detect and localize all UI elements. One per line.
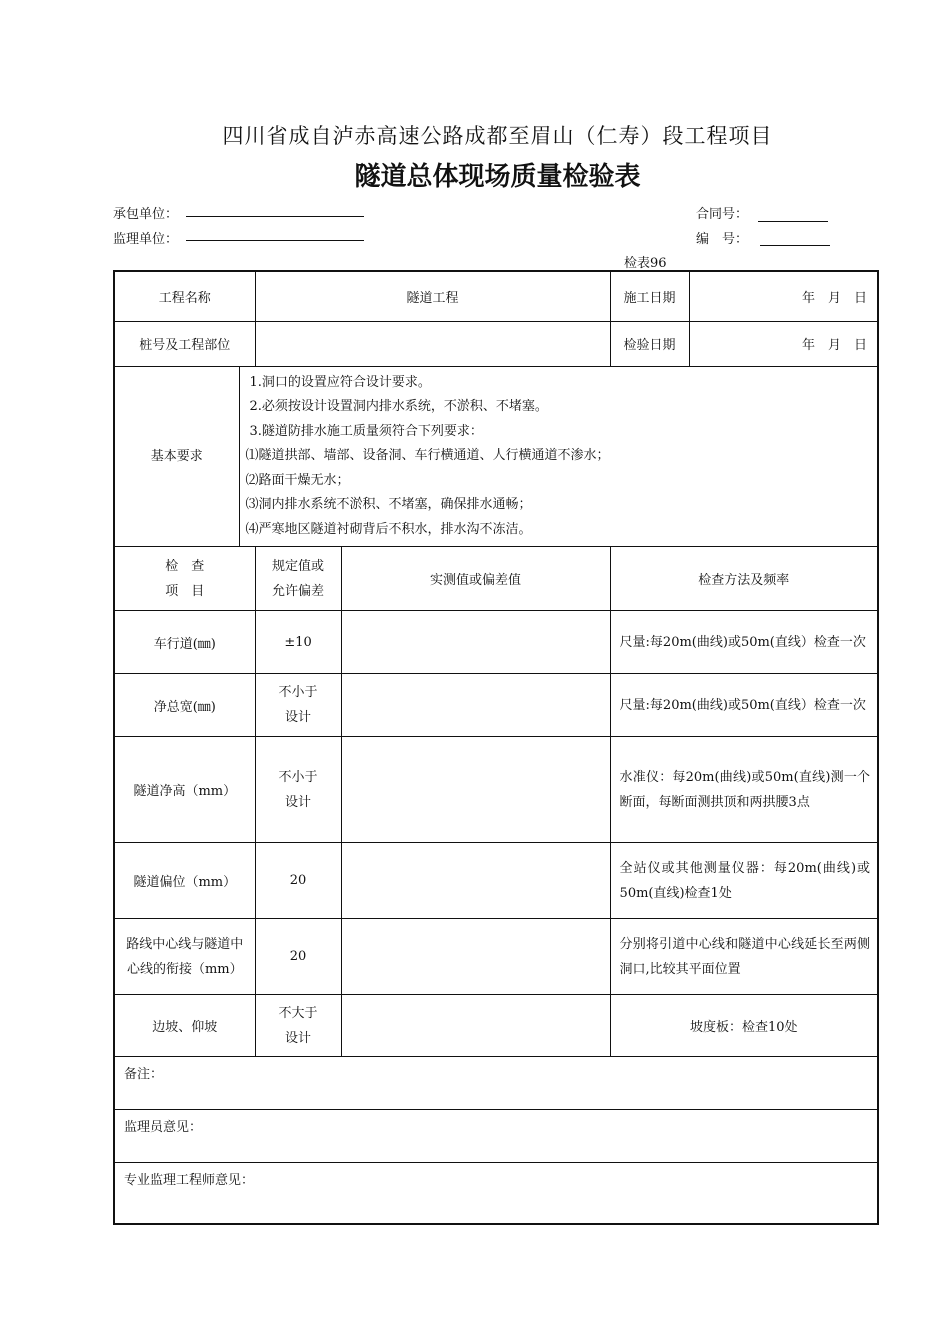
header-item: 检 查 项 目 bbox=[114, 547, 255, 611]
inspection-table bbox=[113, 270, 879, 1225]
row-item: 隧道净高（mm） bbox=[114, 737, 255, 843]
requirement-item: 3.隧道防排水施工质量须符合下列要求： bbox=[249, 423, 483, 439]
engineer-opinion-label: 专业监理工程师意见： bbox=[124, 1173, 255, 1188]
row-measured[interactable] bbox=[341, 737, 610, 843]
contract-no-label: 合同号： bbox=[696, 207, 749, 222]
construction-date-value[interactable]: 年 月 日 bbox=[689, 271, 878, 321]
header-measured: 实测值或偏差值 bbox=[341, 547, 610, 611]
row-spec: 不小于 设计 bbox=[255, 737, 341, 843]
form-number: 检表96 bbox=[624, 256, 667, 271]
inspection-date-label: 检验日期 bbox=[610, 321, 689, 366]
requirement-item: ⑵路面干燥无水； bbox=[245, 472, 350, 488]
header-spec: 规定值或 允许偏差 bbox=[255, 547, 341, 611]
inspection-date-value[interactable]: 年 月 日 bbox=[689, 321, 878, 366]
row-spec: 不大于 设计 bbox=[255, 995, 341, 1057]
requirement-item: 2.必须按设计设置洞内排水系统，不淤积、不堵塞。 bbox=[249, 399, 548, 414]
row-method: 分别将引道中心线和隧道中心线延长至两侧洞口,比较其平面位置 bbox=[610, 919, 878, 995]
supervisor-field[interactable] bbox=[186, 240, 364, 241]
row-method: 尺量:每20m(曲线)或50m(直线）检查一次 bbox=[610, 674, 878, 737]
contract-no-field[interactable] bbox=[758, 221, 828, 222]
project-title: 四川省成自泸赤高速公路成都至眉山（仁寿）段工程项目 bbox=[222, 124, 773, 148]
row-item: 路线中心线与隧道中心线的衔接（mm） bbox=[114, 919, 255, 995]
project-name-label: 工程名称 bbox=[114, 271, 255, 321]
contractor-label: 承包单位： bbox=[113, 207, 179, 222]
row-measured[interactable] bbox=[341, 995, 610, 1057]
row-item: 净总宽(㎜) bbox=[114, 674, 255, 737]
supervisor-opinion-label: 监理员意见： bbox=[124, 1120, 203, 1135]
row-item: 车行道(㎜) bbox=[114, 611, 255, 674]
row-spec: 20 bbox=[255, 919, 341, 995]
basic-requirements-label: 基本要求 bbox=[114, 366, 239, 547]
contractor-field[interactable] bbox=[186, 216, 364, 217]
row-spec: 不小于 设计 bbox=[255, 674, 341, 737]
serial-no-field[interactable] bbox=[760, 245, 830, 246]
basic-requirements-list bbox=[239, 366, 878, 547]
requirement-item: 1.洞口的设置应符合设计要求。 bbox=[249, 374, 431, 390]
supervisor-label: 监理单位： bbox=[113, 232, 179, 247]
row-spec: ±10 bbox=[255, 611, 341, 674]
supervisor-opinion-field[interactable] bbox=[114, 1110, 878, 1163]
row-measured[interactable] bbox=[341, 919, 610, 995]
row-method: 坡度板：检查10处 bbox=[610, 995, 878, 1057]
engineer-opinion-field[interactable] bbox=[114, 1163, 878, 1224]
requirement-item: ⑶洞内排水系统不淤积、不堵塞，确保排水通畅； bbox=[245, 497, 532, 512]
project-name-value[interactable]: 隧道工程 bbox=[255, 271, 610, 321]
serial-no-label: 编 号： bbox=[696, 232, 749, 247]
requirement-item: ⑴隧道拱部、墙部、设备洞、车行横通道、人行横通道不渗水； bbox=[245, 448, 610, 463]
remarks-field[interactable] bbox=[114, 1057, 878, 1110]
header-method: 检查方法及频率 bbox=[610, 547, 878, 611]
row-spec: 20 bbox=[255, 843, 341, 919]
row-item: 隧道偏位（mm） bbox=[114, 843, 255, 919]
requirement-item: ⑷严寒地区隧道衬砌背后不积水，排水沟不冻洁。 bbox=[245, 521, 532, 537]
row-item: 边坡、仰坡 bbox=[114, 995, 255, 1057]
row-measured[interactable] bbox=[341, 611, 610, 674]
construction-date-label: 施工日期 bbox=[610, 271, 689, 321]
row-method: 水准仪：每20m(曲线)或50m(直线)测一个断面，每断面测拱顶和两拱腰3点 bbox=[610, 737, 878, 843]
station-value[interactable] bbox=[255, 321, 610, 366]
row-measured[interactable] bbox=[341, 674, 610, 737]
form-title: 隧道总体现场质量检验表 bbox=[354, 162, 641, 192]
station-label: 桩号及工程部位 bbox=[114, 321, 255, 366]
remarks-label: 备注： bbox=[124, 1067, 164, 1082]
row-method: 全站仪或其他测量仪器：每20m(曲线)或50m(直线)检查1处 bbox=[610, 843, 878, 919]
row-method: 尺量:每20m(曲线)或50m(直线）检查一次 bbox=[610, 611, 878, 674]
row-measured[interactable] bbox=[341, 843, 610, 919]
